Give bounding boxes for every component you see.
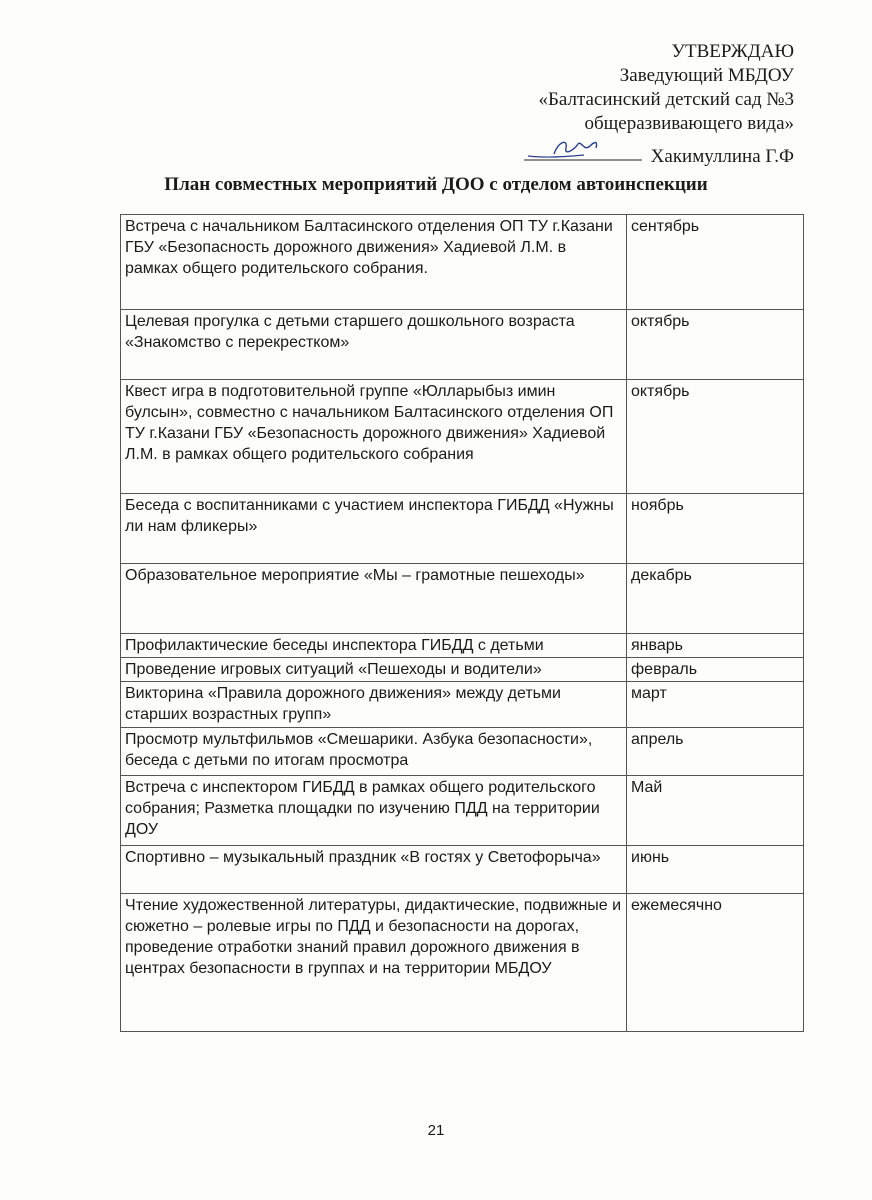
table-row (121, 634, 804, 658)
period-cell: январь (627, 634, 804, 658)
signature-icon (524, 136, 642, 162)
activity-cell: Беседа с воспитанниками с участием инспектора ГИБДД «Нужны ли нам фликеры» (121, 494, 627, 564)
document-title: План совместных мероприятий ДОО с отделом автоинспекции (164, 174, 708, 195)
activity-cell: Чтение художественной литературы, дидактические, подвижные и сюжетно – ролевые игры по ПДД и безопасности на дорогах, проведение отработки знаний правил дорожного движения в центрах безопасности в группах и на территории МБДОУ (121, 894, 627, 1032)
activity-cell: Просмотр мультфильмов «Смешарики. Азбука безопасности», беседа с детьми по итогам просмотра (121, 728, 627, 776)
activity-cell: Целевая прогулка с детьми старшего дошкольного возраста «Знакомство с перекрестком» (121, 310, 627, 380)
approval-organization: «Балтасинский детский сад №3 (538, 89, 794, 110)
table-row (121, 215, 804, 310)
approval-position: Заведующий МБДОУ (619, 65, 794, 86)
period-cell: сентябрь (627, 215, 804, 310)
period-cell: Май (627, 776, 804, 846)
table-row (121, 658, 804, 682)
activity-cell: Встреча с инспектором ГИБДД в рамках общего родительского собрания; Разметка площадки по изучению ПДД на территории ДОУ (121, 776, 627, 846)
period-cell: апрель (627, 728, 804, 776)
activity-cell: Спортивно – музыкальный праздник «В гостях у Светофорыча» (121, 846, 627, 894)
period-cell: март (627, 682, 804, 728)
table-row (121, 682, 804, 728)
activity-cell: Викторина «Правила дорожного движения» между детьми старших возрастных групп» (121, 682, 627, 728)
activity-cell: Проведение игровых ситуаций «Пешеходы и водители» (121, 658, 627, 682)
activity-cell: Образовательное мероприятие «Мы – грамотные пешеходы» (121, 564, 627, 634)
table-row (121, 894, 804, 1032)
table-row (121, 380, 804, 494)
period-cell: октябрь (627, 310, 804, 380)
activity-cell: Профилактические беседы инспектора ГИБДД с детьми (121, 634, 627, 658)
table-row (121, 564, 804, 634)
approval-organization-type: общеразвивающего вида» (584, 113, 794, 134)
approval-block (524, 40, 794, 169)
page-number: 21 (427, 1122, 445, 1139)
period-cell: ноябрь (627, 494, 804, 564)
period-cell: ежемесячно (627, 894, 804, 1032)
period-cell: декабрь (627, 564, 804, 634)
table-row (121, 728, 804, 776)
period-cell: февраль (627, 658, 804, 682)
approval-heading: УТВЕРЖДАЮ (671, 41, 794, 62)
activity-cell: Квест игра в подготовительной группе «Юлларыбыз имин булсын», совместно с начальником Балтасинского отделения ОП ТУ г.Казани ГБУ «Безопасность дорожного движения» Хадиевой Л.М. в рамках общего родительского собрания (121, 380, 627, 494)
table-row (121, 776, 804, 846)
period-cell: октябрь (627, 380, 804, 494)
table-row (121, 494, 804, 564)
approval-signatory: Хакимуллина Г.Ф (650, 146, 794, 167)
approval-signature-line (524, 136, 794, 169)
activity-cell: Встреча с начальником Балтасинского отделения ОП ТУ г.Казани ГБУ «Безопасность дорожного движения» Хадиевой Л.М. в рамках общего родительского собрания. (121, 215, 627, 310)
table-row (121, 310, 804, 380)
period-cell: июнь (627, 846, 804, 894)
plan-table (120, 214, 804, 1032)
table-row (121, 846, 804, 894)
